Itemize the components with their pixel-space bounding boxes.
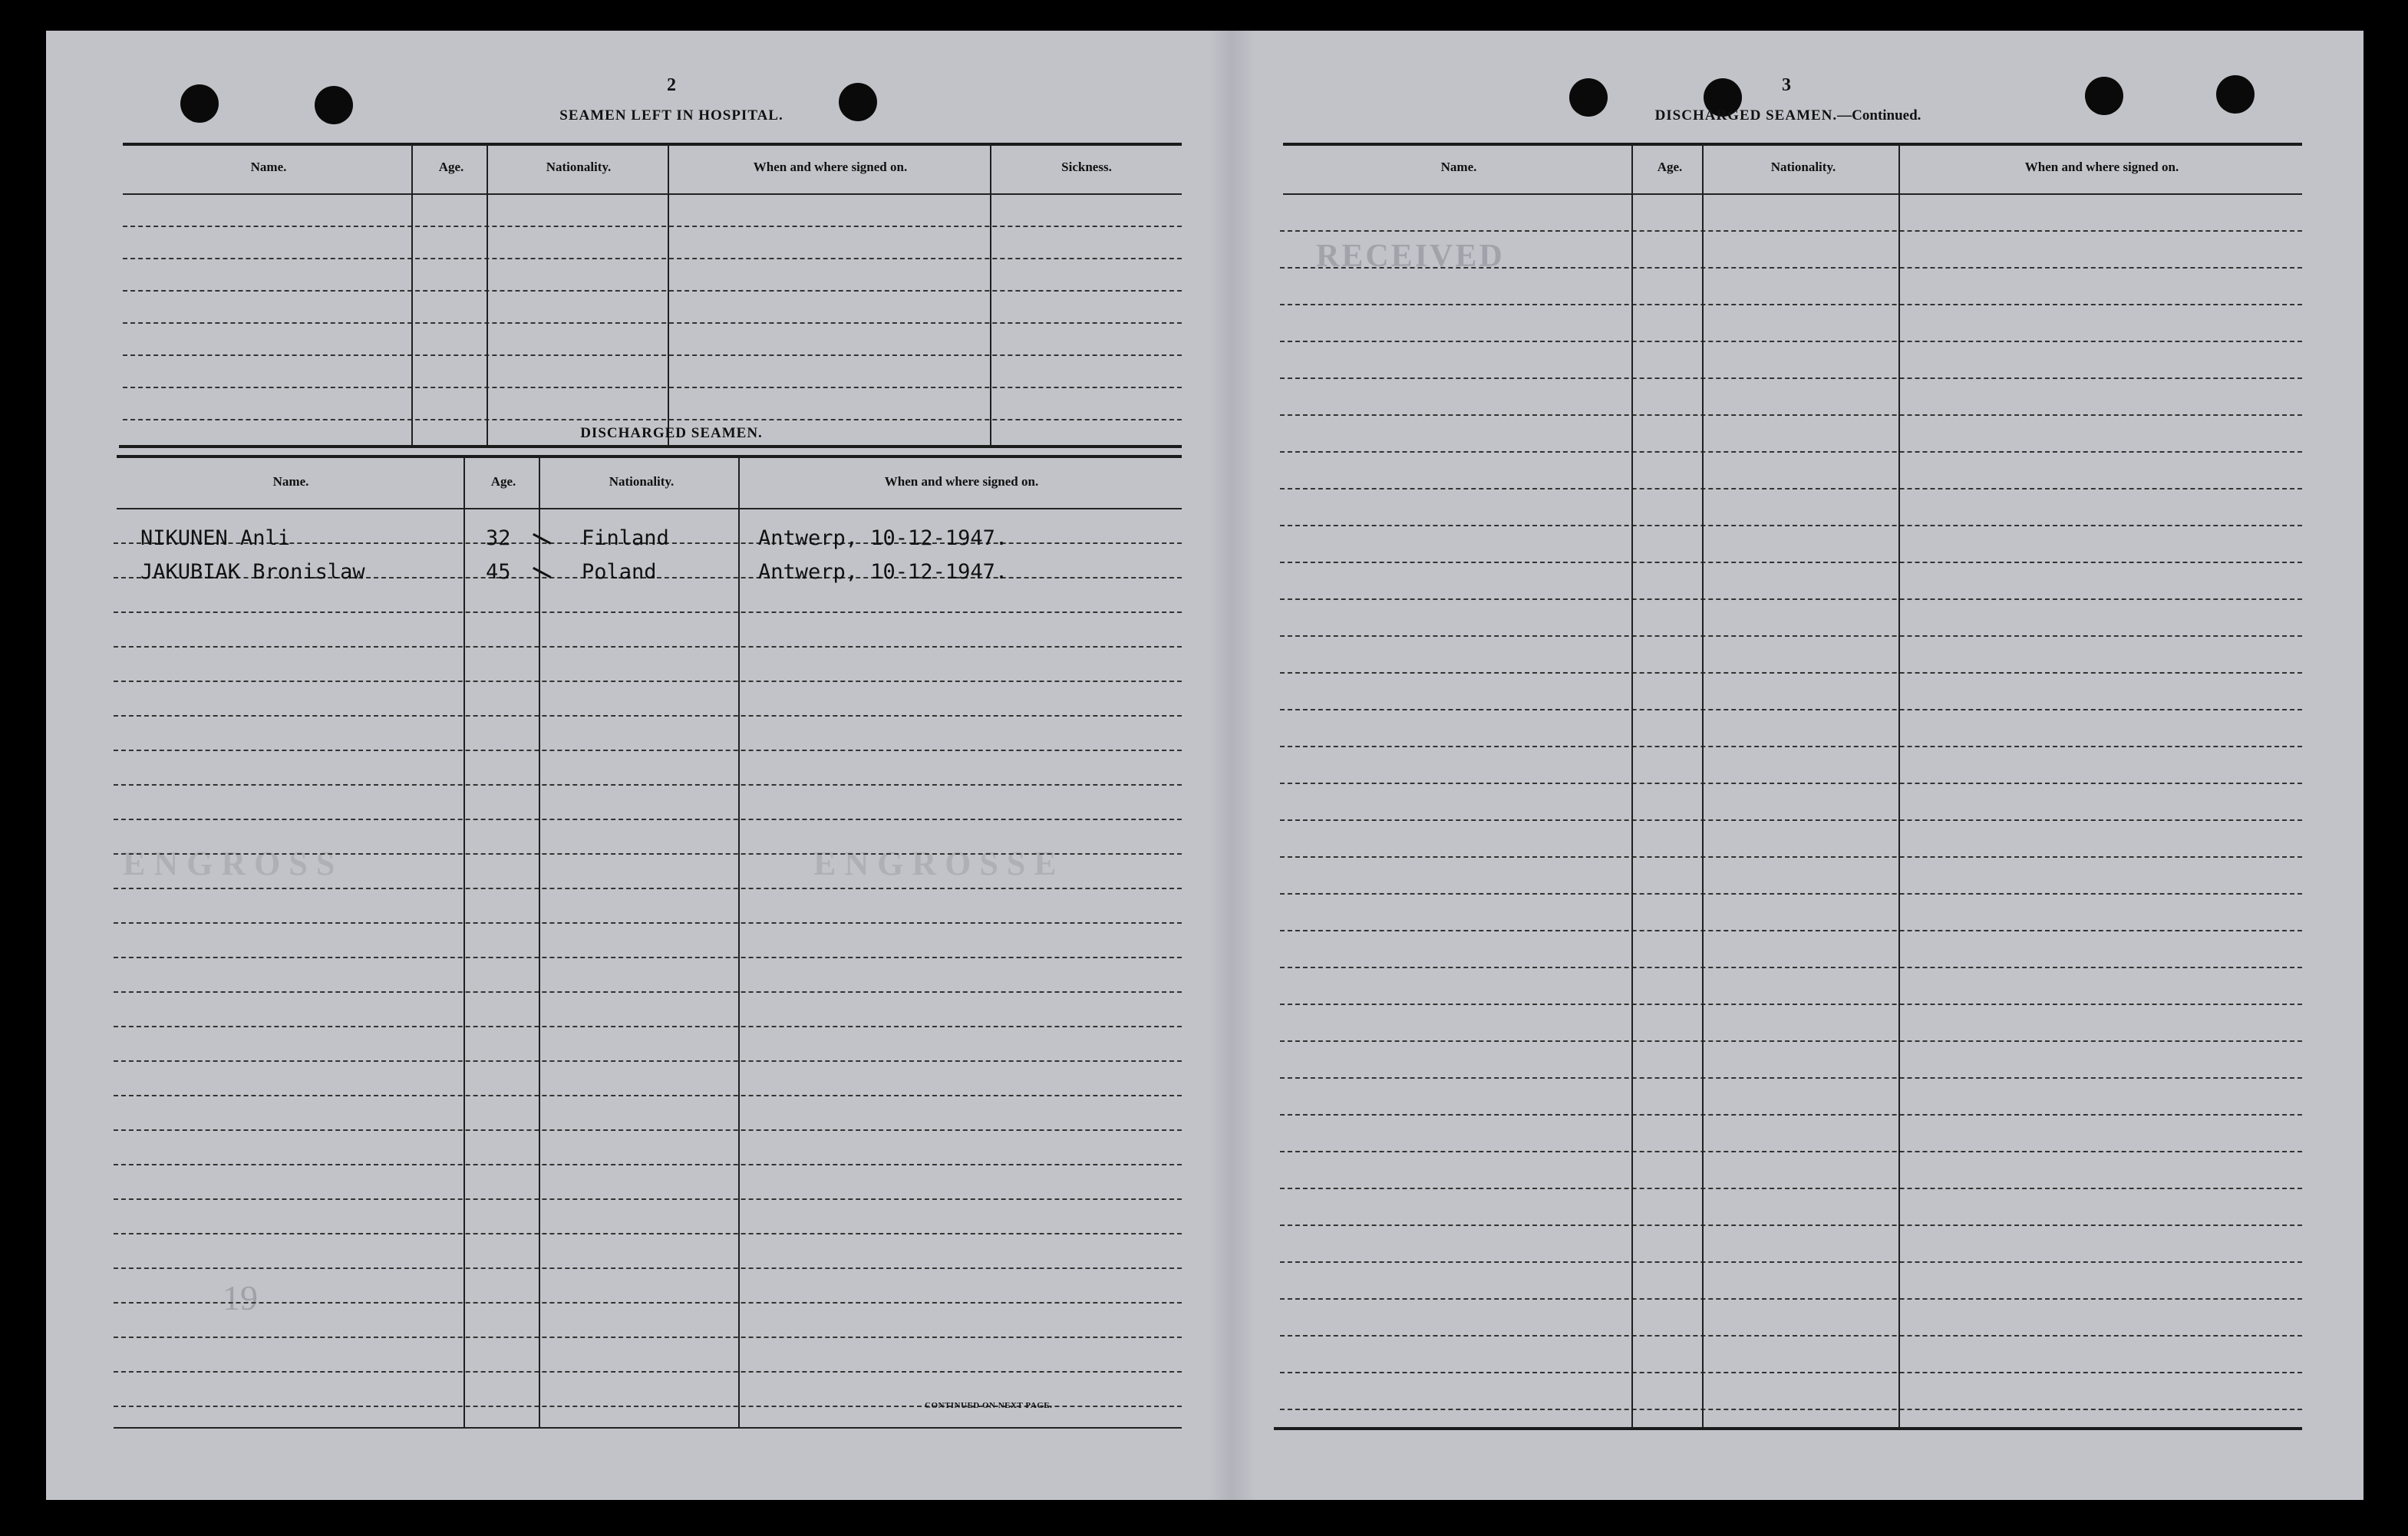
seaman-age: 32 [486,526,511,550]
discharged-section-title: DISCHARGED SEAMEN. [580,425,763,441]
punch-hole [180,84,219,123]
column-divider [1631,144,1633,1427]
column-divider [1898,144,1900,1427]
column-header: Nationality. [1770,160,1836,174]
ruled-lines [1280,193,2302,1427]
column-divider [668,144,669,445]
continued-footer: CONTINUED ON NEXT PAGE. [925,1401,1053,1410]
column-divider [539,457,540,1427]
hospital-section-title: SEAMEN LEFT IN HOSPITAL. [559,107,783,124]
bleed-through: E N G R O S S [123,845,335,882]
column-header: Age. [490,474,516,489]
manifest-sheet [46,31,2363,1500]
bleed-through: E N G R O S S E [813,845,1057,882]
column-divider [990,144,991,445]
pencil-note: 19 [223,1278,258,1317]
punch-hole [315,86,353,124]
column-header: When and where signed on. [884,474,1039,489]
seaman-age: 45 [486,560,511,584]
table-bottom-rule [119,445,1182,448]
column-header: Name. [250,160,287,174]
column-divider [487,144,488,445]
punch-hole [2216,75,2255,114]
column-header: Nationality. [609,474,675,489]
column-header: Age. [438,160,464,174]
column-header: Age. [1657,160,1683,174]
table-top-rule [123,143,1182,146]
ruled-lines [123,193,1182,445]
table-bottom-rule [114,1427,1182,1429]
discharged-continued-title [1535,107,2041,124]
column-divider [738,457,740,1427]
title-suffix: —Continued. [1837,107,1921,124]
seaman-name: JAKUBIAK Bronislaw [140,560,365,584]
column-header: Name. [272,474,309,489]
column-divider [463,457,465,1427]
column-divider [411,144,413,445]
ruled-lines [114,508,1182,1429]
punch-hole [2085,77,2123,115]
received-stamp: RECEIVED [1316,239,1505,274]
table-top-rule [117,455,1182,458]
table-top-rule [1283,143,2302,146]
seaman-signed-on: Antwerp, 10-12-1947. [758,560,1008,584]
seaman-nationality: Poland [582,560,657,584]
seaman-name: NIKUNEN Anli [140,526,291,550]
column-header: Nationality. [546,160,612,174]
column-divider [1702,144,1704,1427]
page-fold [1209,31,1255,1500]
title-main: DISCHARGED SEAMEN. [1654,107,1838,124]
seaman-nationality: Finland [582,526,669,550]
column-header: When and where signed on. [753,160,908,174]
column-header: Name. [1440,160,1477,174]
page-number: 2 [667,75,676,95]
table-bottom-rule [1274,1427,2302,1430]
seaman-signed-on: Antwerp, 10-12-1947. [758,526,1008,550]
column-header: Sickness. [1061,160,1112,174]
page-number: 3 [1782,75,1791,95]
column-header: When and where signed on. [2024,160,2179,174]
